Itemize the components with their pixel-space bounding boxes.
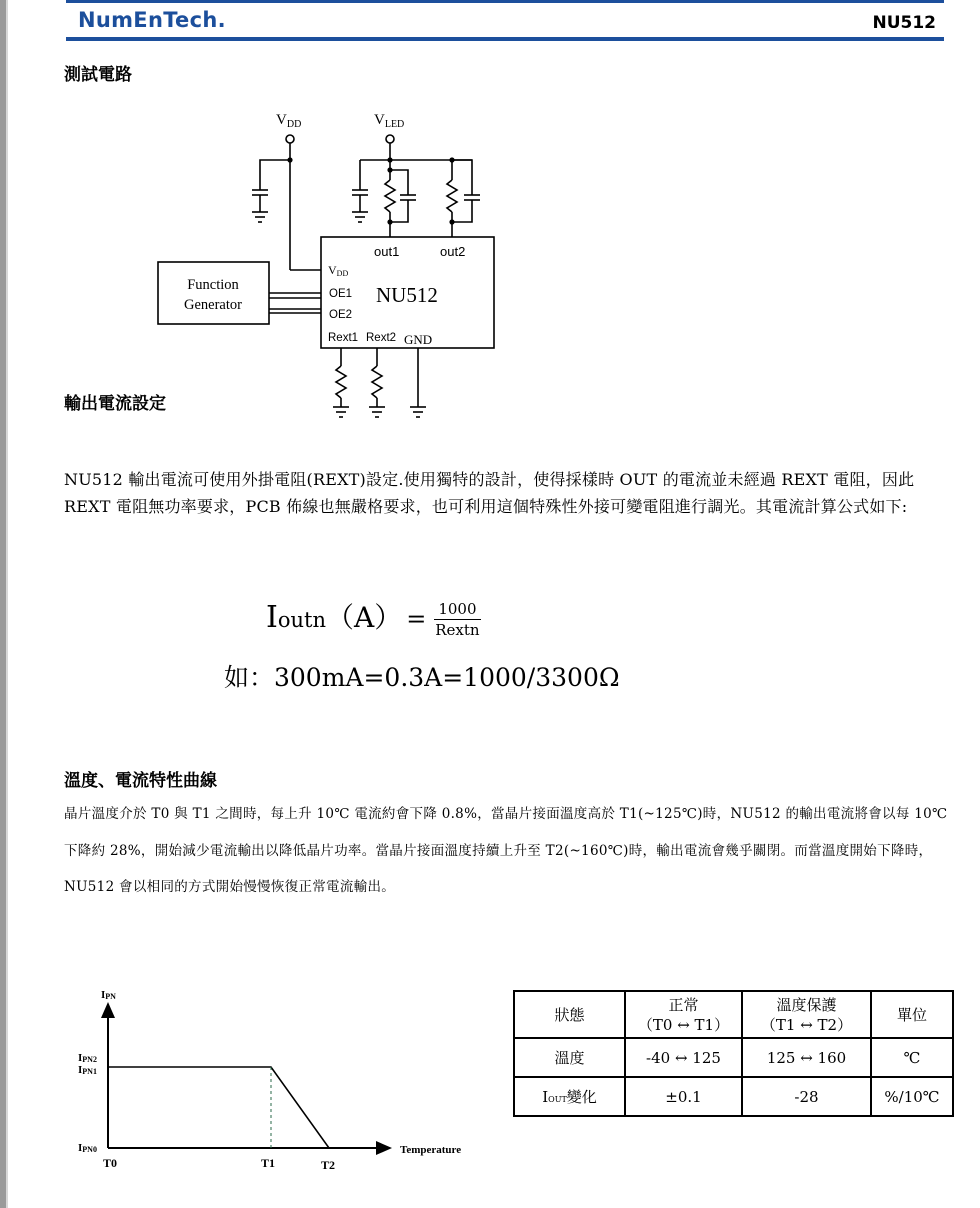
section-title-output-current: 輸出電流設定 [64,394,166,414]
header-normal-line1: 正常 [668,995,699,1014]
t0-label: T0 [103,1156,118,1170]
header-normal [625,991,742,1038]
table-header-row [514,991,953,1038]
svg-text:VDD [328,263,348,278]
row-iout-unit: %/10℃ [871,1077,953,1116]
formula-numerator: 1000 [434,599,480,620]
rext2-label: Rext2 [366,332,397,344]
ipn2-label-sub: PN2 [82,1055,97,1064]
row-iout-normal: ±0.1 [625,1077,742,1116]
formula-equals: = [406,605,427,633]
row-iout-label-sub: OUT [548,1095,567,1104]
formula-denominator: Rextn [435,620,480,639]
svg-text:VLED [374,112,404,130]
row-iout-protect: -28 [742,1077,871,1116]
test-circuit-diagram [158,135,494,417]
temperature-spec-table [513,990,954,1117]
header-normal-line2: （T0 ↔ T1） [637,1015,730,1034]
header-protect-line1: 溫度保護 [776,995,837,1014]
gnd-label: GND [404,332,433,347]
rext1-resistor [336,366,346,398]
ipn0-label: I [78,1142,83,1154]
out2-cap-wire-top [452,160,472,195]
pin-vdd-label: V [328,263,337,277]
function-generator-box [158,262,269,324]
formula-unit: （A） [326,601,403,634]
table-row [514,1038,953,1077]
vdd-cap-wire [260,160,290,190]
temperature-paragraph: 晶片溫度介於 T0 與 T1 之間時，每上升 10℃ 電流約會下降 0.8%，當晶片接面溫度高於 T1(~125℃)時，NU512 的輸出電流將會以每 10℃ 下降約 28%，開始減少電流輸出以降低晶片功率。當晶片接面溫度持續上升至 T2(~160℃)時，輸出電流會幾乎關閉。而當溫度開始下降時，NU512 會以相同的方式開始慢慢恢復正常電流輸出。 [64,806,948,895]
ipn1-label: I [78,1064,83,1076]
header-unit: 單位 [871,991,953,1038]
t1-label: T1 [261,1156,276,1170]
svg-text:IPN2 [78,1052,97,1064]
row-temperature-label: 溫度 [514,1038,625,1077]
curve-y-axis-label-sub: PN [105,992,116,1001]
curve-x-axis-label: Temperature [400,1144,462,1156]
ipn2-label: I [78,1052,83,1064]
svg-text:IPN0 [78,1142,97,1154]
row-temperature-protect: 125 ↔ 160 [742,1038,871,1077]
chip-name-label: NU512 [376,283,438,307]
function-generator-label-1: Function [187,277,239,293]
header-protect [742,991,871,1038]
out1-label: out1 [374,244,400,259]
formula-subscript: outn [277,608,326,632]
row-iout-label-main: I [542,1088,549,1106]
circuit-junctions [287,157,454,224]
output-current-paragraph: NU512 輸出電流可使用外掛電阻(REXT)設定.使用獨特的設計，使得採樣時 OUT 的電流並未經過 REXT 電阻，因此 REXT 電阻無功率要求，PCB 佈線也無嚴格要求，也可利用這個特殊性外接可變電阻進行調光。其電流計算公式如下: [64,470,915,516]
svg-text:VDD [276,112,301,130]
circuit-labels [184,112,465,347]
rext1-label: Rext1 [328,332,359,344]
vled-label: V [374,112,385,128]
row-temperature-normal: -40 ↔ 125 [625,1038,742,1077]
ipn1-label-sub: PN1 [82,1067,97,1076]
vdd-label: V [276,112,287,128]
curve-y-axis-arrow [101,1002,115,1018]
oe2-label: OE2 [329,309,353,321]
out2-resistor [447,180,457,212]
vled-terminal [386,135,394,143]
svg-text:IPN1 [78,1064,97,1076]
model-number: NU512 [872,13,936,33]
svg-text:IPN [101,989,116,1001]
t2-label: T2 [321,1158,336,1172]
row-temperature-unit: ℃ [871,1038,953,1077]
curve-line [108,1067,329,1148]
rext2-resistor [372,366,382,398]
vled-label-sub: LED [384,119,405,130]
ipn0-label-sub: PN0 [82,1145,97,1154]
formula-i: I [266,600,278,635]
curve-x-axis-arrow [376,1141,392,1155]
header-protect-line2: （T1 ↔ T2） [760,1015,853,1034]
section-title-temperature: 溫度、電流特性曲線 [64,771,217,791]
curve-y-axis-label: I [101,989,106,1001]
formula-example: 如：300mA=0.3A=1000/3300Ω [224,663,620,692]
temperature-curve-labels [78,989,461,1172]
header-state: 狀態 [514,991,625,1038]
section-title-test-circuit: 測試電路 [64,65,132,85]
pin-vdd-label-sub: DD [336,269,349,278]
row-iout-label [514,1077,625,1116]
row-iout-label-rest: 變化 [566,1088,597,1106]
table-row [514,1077,953,1116]
function-generator-label-2: Generator [184,297,242,313]
oe1-label: OE1 [329,288,353,300]
vdd-label-sub: DD [286,119,302,130]
brand-logo: NumEnTech. [78,8,226,32]
temperature-curve-diagram [101,1002,392,1155]
vdd-terminal [286,135,294,143]
out2-label: out2 [440,244,466,259]
out1-resistor [385,180,395,212]
